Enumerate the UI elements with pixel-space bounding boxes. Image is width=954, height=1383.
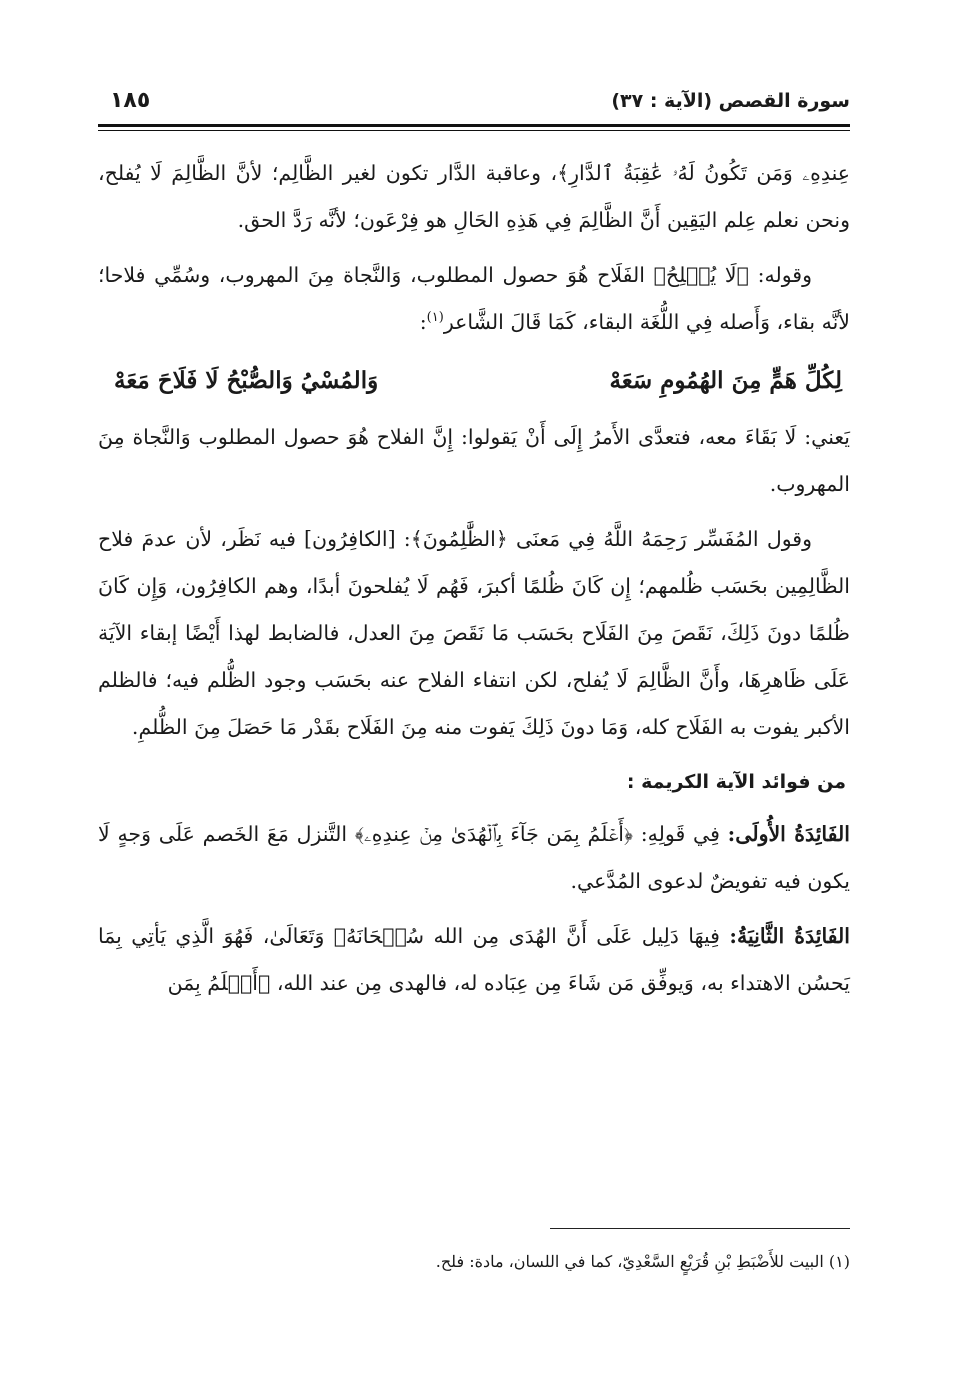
verse-second-hemistich: وَالمُسْيُ وَالصُّبْحُ لَا فَلَاحَ مَعَهْ bbox=[114, 367, 379, 394]
running-header bbox=[98, 88, 850, 122]
paragraph-6 bbox=[98, 913, 850, 1007]
section-heading: من فوائد الآية الكريمة : bbox=[626, 771, 846, 793]
paragraph-3: يَعني: لَا بَقَاءَ معه، فتعدَّى الأَمرُ إِلَى أَنْ يَقولوا: إِنَّ الفلاح هُوَ حصول المطلوب وَالنَّجاة مِنَ المهروب. bbox=[98, 425, 850, 496]
page-number: ١٨٥ bbox=[110, 88, 151, 113]
main-text bbox=[98, 150, 850, 1015]
benefit-2-label: الفَائِدَةُ الثَّانِيَةُ: bbox=[729, 924, 850, 948]
verse-first-hemistich: لِكُلِّ هَمٍّ مِنَ الهُمُومِ سَعَهْ bbox=[609, 367, 842, 394]
footnote-marker: (١) bbox=[426, 310, 444, 326]
paragraph-2 bbox=[98, 252, 850, 346]
running-title: سورة القصص (الآية : ٣٧) bbox=[611, 90, 850, 112]
paragraph-4: وقول المُفَسِّر رَحِمَهُ اللَّهُ فِي مَعنَى ﴿الظَّٰلِمُونَ﴾: [الكافِرُون] فيه نَظَر، لأن عدمَ فلاح الظَّالِمِين بحَسَب ظُلمهم؛ إِن كَانَ ظُلمًا أكبرَ، فَهُم لَا يُفلحونَ أبدًا، وهم الكافِرُون، وَإِن كَانَ ظُلمًا دونَ ذَلِكَ، نَقَصَ مِنَ الفَلَاح بحَسَب مَا نَقَصَ مِنَ العدل، فالضابط لهذا أَيْضًا إبقاء الآيَة عَلَى ظَاهرِهَا، وأَنَّ الظَّالِمَ لَا يُفلح، لكن انتفاء الفلاح عنه بحَسَب وجود الظُّلم فيه؛ فالظلم الأكبر يفوت به الفَلَاح كله، وَمَا دونَ ذَلِكَ يَفوت منه مِنَ الفَلَاح بقَدْر مَا حَصَلَ مِنَ الظُّلمِ. bbox=[98, 527, 850, 739]
benefit-1-label: الفَائِدَةُ الأُولَى: bbox=[727, 822, 850, 846]
footnote-rule bbox=[550, 1228, 850, 1229]
header-rule-thin bbox=[98, 130, 850, 131]
poem-verse bbox=[114, 354, 842, 408]
footnote-1: (١) البيت للأَضْبَطِ بْنِ قُرَيْعٍ السَّعْدِيّ، كما في اللسان، مادة: فلح. bbox=[435, 1252, 850, 1271]
paragraph-1: عِندِهِۦ وَمَن تَكُونُ لَهُۥ عَٰقِبَةُ ٱلدَّارِ﴾، وعاقبة الدَّار تكون لغير الظَّالِم؛ لأنَّ الظَّالِمَ لَا يُفلح، ونحن نعلم عِلم اليَقِين أَنَّ الظَّالِمَ فِي هَذِهِ الحَالِ هو فِرْعَون؛ لأنَّه رَدَّ الحق. bbox=[98, 161, 850, 232]
benefit-1-text: فِي قَولِهِ: ﴿أَعۡلَمُ بِمَن جَآءَ بِٱلۡهُدَىٰ مِنۡ عِندِهِۦ﴾ التَّنزل مَعَ الخَصم عَلَى وَجهٍ لَا يكون فيه تفويضٌ لدعوى المُدَّعي. bbox=[98, 822, 850, 893]
header-rule-thick bbox=[98, 124, 850, 127]
paragraph-2-text: وقوله: ﴿لَا يُفۡلِحُ﴾ الفَلَاح هُوَ حصول المطلوب، وَالنَّجاة مِنَ المهروب، وسُمِّي فلاحا؛ لأنَّه بقاء، وَأَصله فِي اللُّغَة البقاء، كَمَا قَالَ الشَّاعر bbox=[98, 263, 850, 334]
benefit-2-text: فِيهَا دَلِيل عَلَى أَنَّ الهُدَى مِن الله سُبۡحَانَهُۥ وَتَعَالَىٰ، فَهُوَ الَّذِي يَأتِي بِمَا يَحسُن الاهتداء به، وَيوفِّق مَن شَاءَ مِن عِبَاده له، فالهدى مِن عند الله، ﴿أَعۡلَمُ بِمَن bbox=[98, 924, 850, 995]
paragraph-2-tail: : bbox=[419, 310, 427, 334]
paragraph-5 bbox=[98, 811, 850, 905]
